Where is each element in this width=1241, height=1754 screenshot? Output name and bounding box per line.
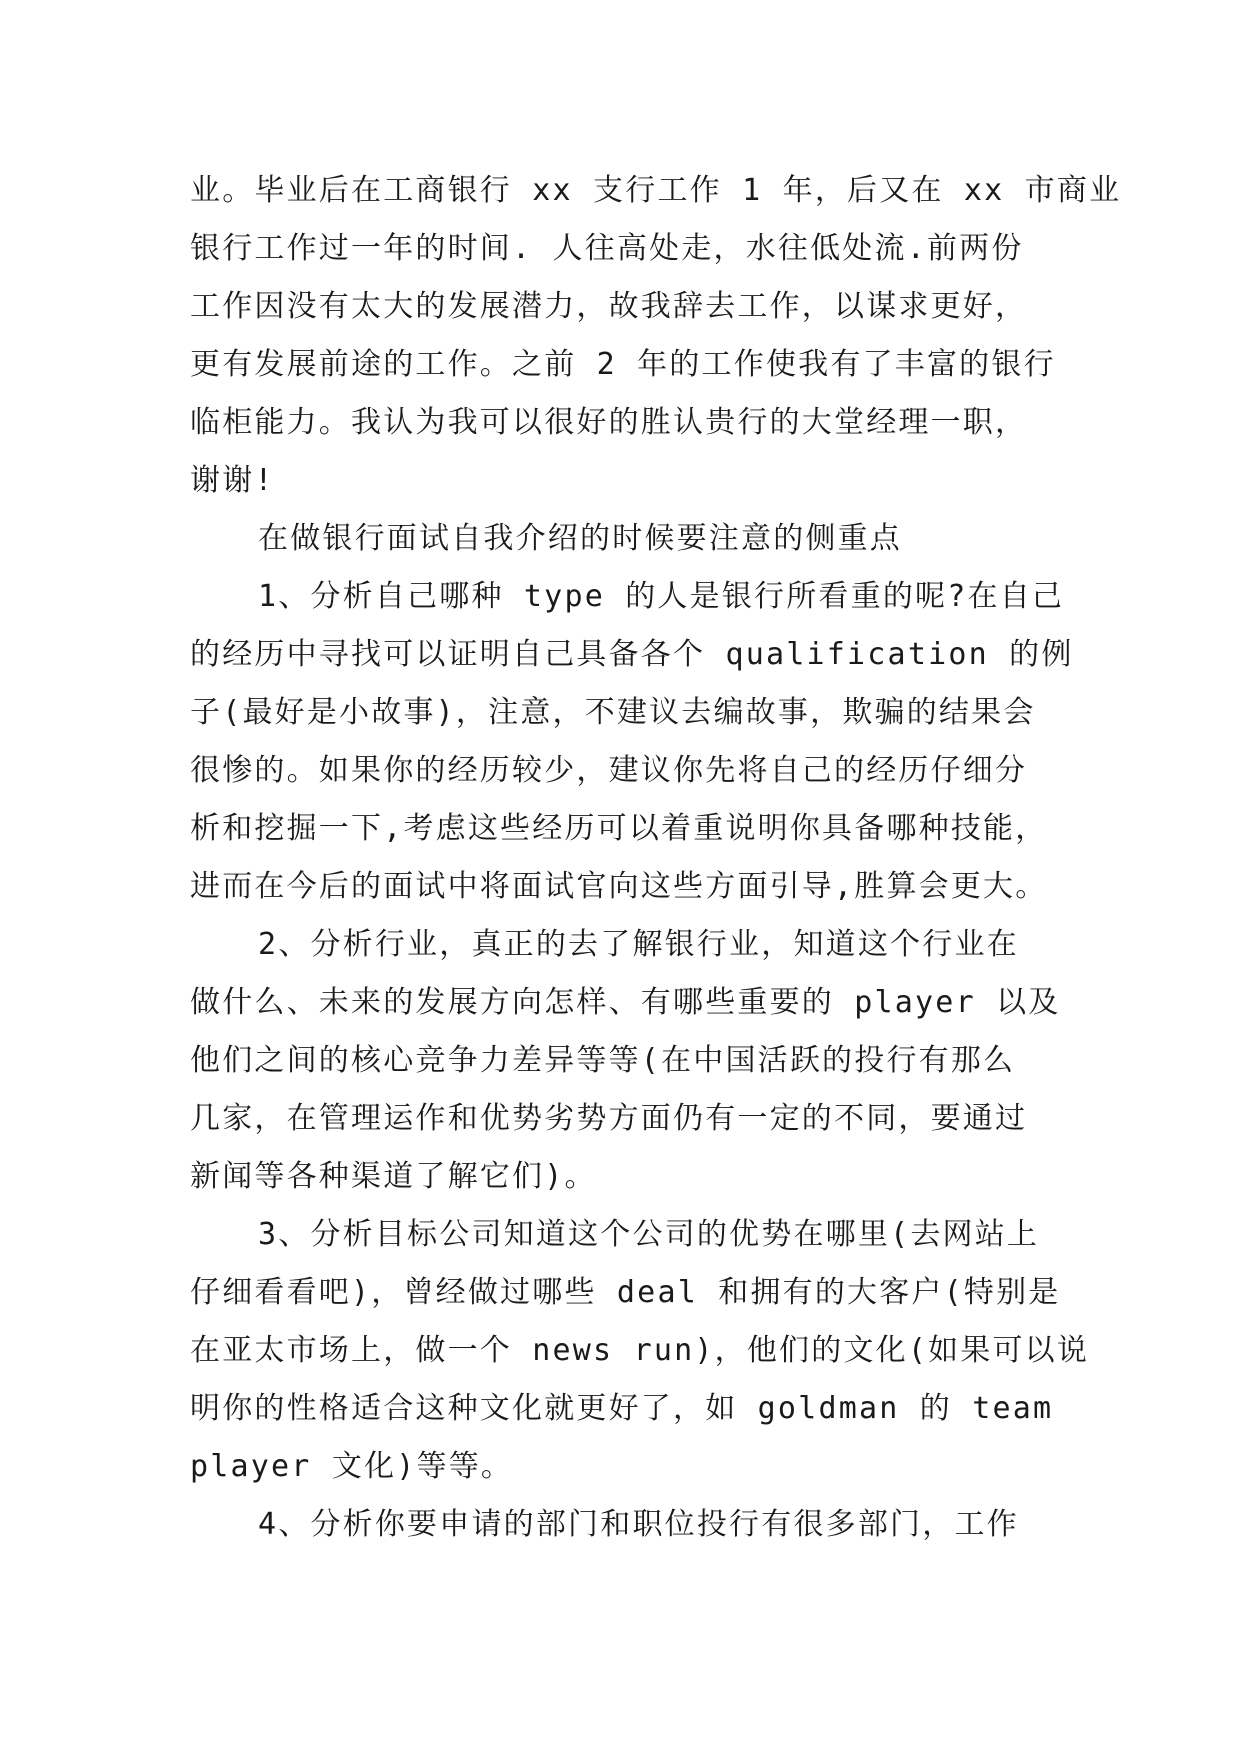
point-3-line-4: 明你的性格适合这种文化就更好了，如 goldman 的 team bbox=[190, 1391, 1054, 1426]
point-4-line-1: 4、分析你要申请的部门和职位投行有很多部门，工作 bbox=[258, 1507, 1019, 1542]
point-1-line-5: 析和挖掘一下,考虑这些经历可以着重说明你具备哪种技能， bbox=[190, 811, 1048, 846]
point-2-line-3: 他们之间的核心竞争力差异等等(在中国活跃的投行有那么 bbox=[190, 1043, 1016, 1078]
text-line-3: 工作因没有太大的发展潜力，故我辞去工作，以谋求更好， bbox=[190, 289, 1028, 324]
text-line-5: 临柜能力。我认为我可以很好的胜认贵行的大堂经理一职， bbox=[190, 405, 1028, 440]
point-2-line-4: 几家，在管理运作和优势劣势方面仍有一定的不同，要通过 bbox=[190, 1101, 1028, 1136]
text-line-1: 业。毕业后在工商银行 xx 支行工作 1 年，后又在 xx 市商业 bbox=[190, 173, 1122, 208]
point-1-line-3: 子(最好是小故事)，注意，不建议去编故事，欺骗的结果会 bbox=[190, 695, 1036, 730]
point-1-line-6: 进而在今后的面试中将面试官向这些方面引导,胜算会更大。 bbox=[190, 869, 1048, 904]
document-body bbox=[190, 162, 1122, 1554]
section-heading: 在做银行面试自我介绍的时候要注意的侧重点 bbox=[258, 521, 902, 556]
point-1-line-1: 1、分析自己哪种 type 的人是银行所看重的呢?在自己 bbox=[258, 579, 1065, 614]
text-line-2: 银行工作过一年的时间. 人往高处走，水往低处流.前两份 bbox=[190, 231, 1024, 266]
point-3-line-3: 在亚太市场上，做一个 news run)，他们的文化(如果可以说 bbox=[190, 1333, 1090, 1368]
point-3-line-2: 仔细看看吧)，曾经做过哪些 deal 和拥有的大客户(特别是 bbox=[190, 1275, 1061, 1310]
point-1-line-4: 很惨的。如果你的经历较少，建议你先将自己的经历仔细分 bbox=[190, 753, 1028, 788]
point-2-line-5: 新闻等各种渠道了解它们)。 bbox=[190, 1159, 597, 1194]
point-3-line-5: player 文化)等等。 bbox=[190, 1449, 514, 1484]
point-3-line-1: 3、分析目标公司知道这个公司的优势在哪里(去网站上 bbox=[258, 1217, 1040, 1252]
point-1-line-2: 的经历中寻找可以证明自己具备各个 qualification 的例 bbox=[190, 637, 1074, 672]
point-2-line-1: 2、分析行业，真正的去了解银行业，知道这个行业在 bbox=[258, 927, 1019, 962]
text-line-4: 更有发展前途的工作。之前 2 年的工作使我有了丰富的银行 bbox=[190, 347, 1056, 382]
text-line-6: 谢谢! bbox=[190, 463, 275, 498]
point-2-line-2: 做什么、未来的发展方向怎样、有哪些重要的 player 以及 bbox=[190, 985, 1061, 1020]
